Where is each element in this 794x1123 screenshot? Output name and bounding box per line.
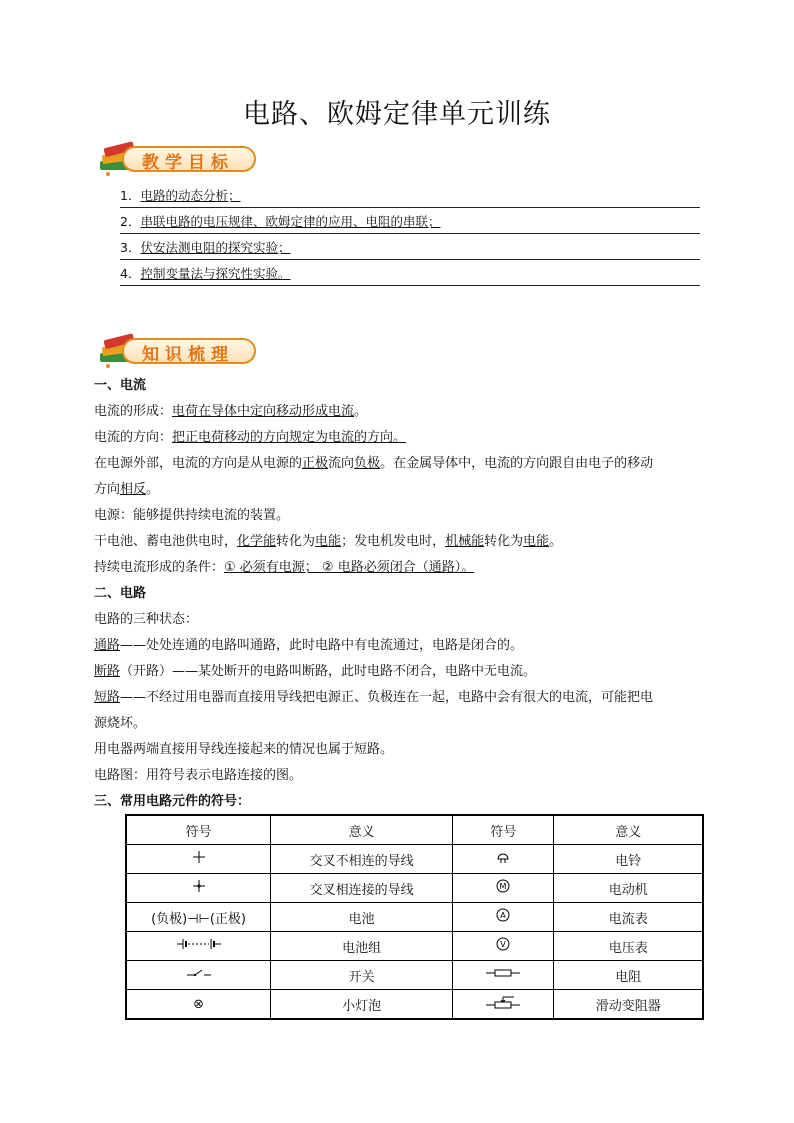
table-row bbox=[126, 990, 703, 1020]
symbol-cell bbox=[126, 932, 271, 961]
text-line: 方向相反。 bbox=[94, 482, 160, 497]
table-row bbox=[126, 874, 703, 903]
meaning-cell: 电阻 bbox=[554, 961, 703, 990]
resistor-icon bbox=[486, 967, 520, 979]
table-header: 符号 bbox=[126, 815, 271, 845]
section-label: 知识梳理 bbox=[142, 345, 234, 365]
table-row bbox=[126, 961, 703, 990]
meaning-cell: 滑动变阻器 bbox=[554, 990, 703, 1020]
heading-symbols: 三、常用电路元件的符号： bbox=[94, 794, 251, 809]
ammeter-icon bbox=[496, 908, 510, 922]
motor-icon bbox=[496, 879, 510, 893]
table-header-row bbox=[126, 815, 703, 845]
meaning-cell: 电动机 bbox=[554, 874, 703, 903]
meaning-cell: 电铃 bbox=[554, 845, 703, 874]
heading-circuit: 二、电路 bbox=[94, 586, 147, 601]
symbol-cell bbox=[126, 961, 271, 990]
wire-cross-icon bbox=[192, 850, 206, 864]
text-line: 干电池、蓄电池供电时，化学能转化为电能；发电机发电时，机械能转化为电能。 bbox=[94, 534, 563, 549]
switch-icon bbox=[187, 967, 211, 979]
text-line: 持续电流形成的条件：① 必须有电源； ② 电路必须闭合（通路）。 bbox=[94, 560, 475, 575]
section-badge-goals bbox=[96, 143, 258, 175]
symbol-cell: (负极)⊣⊢(正极) bbox=[126, 903, 271, 932]
text-line: 用电器两端直接用导线连接起来的情况也属于短路。 bbox=[94, 742, 394, 757]
goals-list bbox=[120, 185, 700, 289]
table-row bbox=[126, 903, 703, 932]
table-row bbox=[126, 932, 703, 961]
wire-junction-icon bbox=[192, 879, 206, 893]
symbol-cell bbox=[453, 903, 554, 932]
meaning-cell: 电池组 bbox=[271, 932, 453, 961]
rheostat-icon bbox=[486, 995, 520, 1009]
symbol-cell bbox=[453, 874, 554, 903]
text-line: 电路图：用符号表示电路连接的图。 bbox=[94, 768, 303, 783]
symbol-cell bbox=[453, 990, 554, 1020]
section-label: 教学目标 bbox=[142, 153, 234, 173]
text-line: 电流的方向：把正电荷移动的方向规定为电流的方向。 bbox=[94, 430, 407, 445]
list-item: 2．串联电路的电压规律、欧姆定律的应用、电阻的串联； bbox=[120, 211, 700, 234]
heading-current: 一、电流 bbox=[94, 378, 147, 393]
symbol-cell bbox=[126, 874, 271, 903]
text-line: 通路——处处连通的电路叫通路，此时电路中有电流通过，电路是闭合的。 bbox=[94, 638, 524, 653]
symbol-cell: ⊗ bbox=[126, 990, 271, 1020]
svg-text:A: A bbox=[500, 911, 507, 920]
text-line: 电源：能够提供持续电流的装置。 bbox=[94, 508, 290, 523]
table-header: 意义 bbox=[271, 815, 453, 845]
text-line: 电路的三种状态： bbox=[94, 612, 199, 627]
voltmeter-icon bbox=[496, 937, 510, 951]
svg-text:V: V bbox=[500, 940, 507, 949]
symbol-cell bbox=[126, 845, 271, 874]
meaning-cell: 小灯泡 bbox=[271, 990, 453, 1020]
text-line: 电流的形成：电荷在导体中定向移动形成电流。 bbox=[94, 404, 368, 419]
list-item: 4．控制变量法与探究性实验。 bbox=[120, 263, 700, 286]
table-row bbox=[126, 845, 703, 874]
text-line: 在电源外部，电流的方向是从电源的正极流向负极。在金属导体中，电流的方向跟自由电子的移动 bbox=[94, 456, 654, 471]
text-line: 断路（开路）——某处断开的电路叫断路，此时电路不闭合，电路中无电流。 bbox=[94, 664, 537, 679]
symbol-cell bbox=[453, 961, 554, 990]
section-badge-knowledge bbox=[96, 335, 258, 367]
meaning-cell: 开关 bbox=[271, 961, 453, 990]
svg-text:M: M bbox=[499, 882, 507, 891]
bell-icon bbox=[495, 850, 511, 864]
meaning-cell: 交叉不相连的导线 bbox=[271, 845, 453, 874]
text-line: 短路——不经过用电器而直接用导线把电源正、负极连在一起，电路中会有很大的电流，可能把电 bbox=[94, 690, 654, 705]
text-line: 源烧坏。 bbox=[94, 716, 147, 731]
symbol-cell bbox=[453, 932, 554, 961]
battery-pack-icon bbox=[177, 938, 221, 950]
symbol-table bbox=[125, 814, 704, 1020]
table-header: 符号 bbox=[453, 815, 554, 845]
meaning-cell: 交叉相连接的导线 bbox=[271, 874, 453, 903]
knowledge-content bbox=[94, 373, 706, 815]
meaning-cell: 电流表 bbox=[554, 903, 703, 932]
symbol-cell bbox=[453, 845, 554, 874]
table-header: 意义 bbox=[554, 815, 703, 845]
meaning-cell: 电压表 bbox=[554, 932, 703, 961]
list-item: 1．电路的动态分析； bbox=[120, 185, 700, 208]
meaning-cell: 电池 bbox=[271, 903, 453, 932]
list-item: 3．伏安法测电阻的探究实验； bbox=[120, 237, 700, 260]
page-title: 电路、欧姆定律单元训练 bbox=[243, 99, 551, 130]
